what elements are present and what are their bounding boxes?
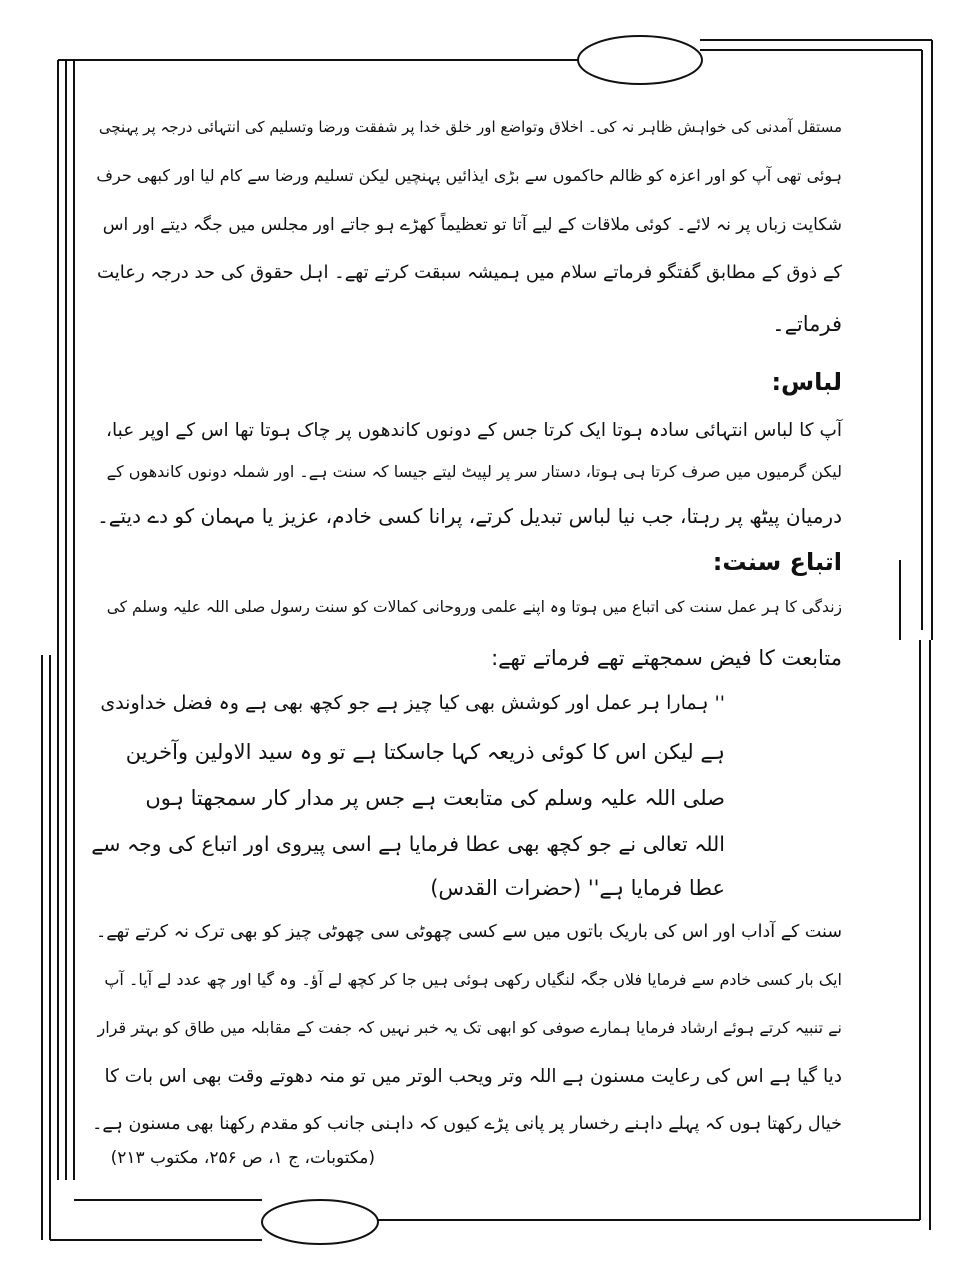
paragraph-adab-line-2: ایک بار کسی خادم سے فرمایا فلاں جگہ لنگیاں رکھی ہوئی ہیں جا کر کچھ لے آؤ۔ وہ گیا اور چھ عدد لے آیا۔ آپ (104, 970, 842, 989)
paragraph-adab-line-1: سنت کے آداب اور اس کی باریک باتوں میں سے کسی چھوٹی سی چھوٹی چیز کو بھی ترک نہ کرتے تھے۔ (96, 922, 842, 942)
paragraph-libas-line-1: آپ کا لباس انتہائی سادہ ہوتا ایک کرتا جس کے دونوں کاندھوں پر چاک ہوتا تھا اس کے اوپر عبا، (106, 420, 842, 441)
paragraph-1-line-1: مستقل آمدنی کی خواہش ظاہر نہ کی۔ اخلاق وتواضع اور خلق خدا پر شفقت ورضا وتسلیم کی انتہائی درجہ پر پہنچی (98, 118, 842, 136)
paragraph-libas-line-2: لیکن گرمیوں میں صرف کرتا ہی ہوتا، دستار سر پر لپیٹ لیتے جیسا کہ سنت ہے۔ اور شملہ دونوں کاندھوں کے (106, 462, 842, 481)
top-oval-ornament (578, 36, 702, 84)
paragraph-1-line-5: فرماتے۔ (772, 312, 842, 336)
quote-line-4: اللہ تعالی نے جو کچھ بھی عطا فرمایا ہے اسی پیروی اور اتباع کی وجہ سے (91, 832, 725, 856)
quote-line-1: '' ہمارا ہر عمل اور کوشش بھی کیا چیز ہے جو کچھ بھی ہے وہ فضل خداوندی (100, 692, 725, 714)
paragraph-sunnat-line-2: متابعت کا فیض سمجھتے تھے فرماتے تھے: (491, 646, 842, 670)
heading-ittiba-sunnat: اتباع سنت: (712, 548, 842, 576)
paragraph-sunnat-line-1: زندگی کا ہر عمل سنت کی اتباع میں ہوتا وہ اپنے علمی وروحانی کمالات کو سنت رسول صلی اللہ علیہ وسلم کی (106, 598, 842, 616)
quote-line-2: ہے لیکن اس کا کوئی ذریعہ کہا جاسکتا ہے تو وہ سید الاولین وآخرین (125, 740, 725, 764)
paragraph-libas-line-3: درمیان پیٹھ پر رہتا، جب نیا لباس تبدیل کرتے، پرانا کسی خادم، عزیز یا مہمان کو دے دیتے۔ (97, 504, 842, 528)
paragraph-1-line-3: شکایت زباں پر نہ لائے۔ کوئی ملاقات کے لیے آتا تو تعظیماً کھڑے ہو جاتے اور مجلس میں جگہ دیتے اور اس (102, 215, 842, 235)
heading-libas: لباس: (771, 368, 842, 396)
paragraph-adab-line-5: خیال رکھتا ہوں کہ پہلے داہنے رخسار پر پانی پڑے کیوں کہ داہنی جانب کو مقدم رکھنا بھی مسنون ہے۔ (92, 1114, 842, 1134)
quote-line-3: صلی اللہ علیہ وسلم کی متابعت ہے جس پر مدار کار سمجھتا ہوں (145, 786, 725, 810)
paragraph-adab-line-3: نے تنبیہ کرتے ہوئے ارشاد فرمایا ہمارے صوفی کو ابھی تک یہ خبر نہیں کہ جفت کے مقابلہ میں طاق کو بہتر قرار (97, 1018, 842, 1037)
bottom-oval-ornament (262, 1200, 378, 1244)
paragraph-1-line-2: ہوئی تھی آپ کو اور اعزہ کو ظالم حاکموں سے بڑی ایذائیں پہنچیں لیکن تسلیم ورضا سے کام لیا اور کبھی حرف (96, 166, 842, 185)
paragraph-adab-line-4: دیا گیا ہے اس کی رعایت مسنون ہے اللہ وتر ویحب الوتر میں تو منہ دھوتے وقت بھی اس بات کا (104, 1066, 842, 1087)
quote-line-5: عطا فرمایا ہے'' (حضرات القدس) (430, 876, 725, 900)
paragraph-1-line-4: کے ذوق کے مطابق گفتگو فرماتے سلام میں ہمیشہ سبقت کرتے تھے۔ اہل حقوق کی حد درجہ رعایت (97, 262, 842, 283)
reference-citation: (مکتوبات، ج ۱، ص ۲۵۶، مکتوب ۲۱۳) (110, 1148, 375, 1168)
